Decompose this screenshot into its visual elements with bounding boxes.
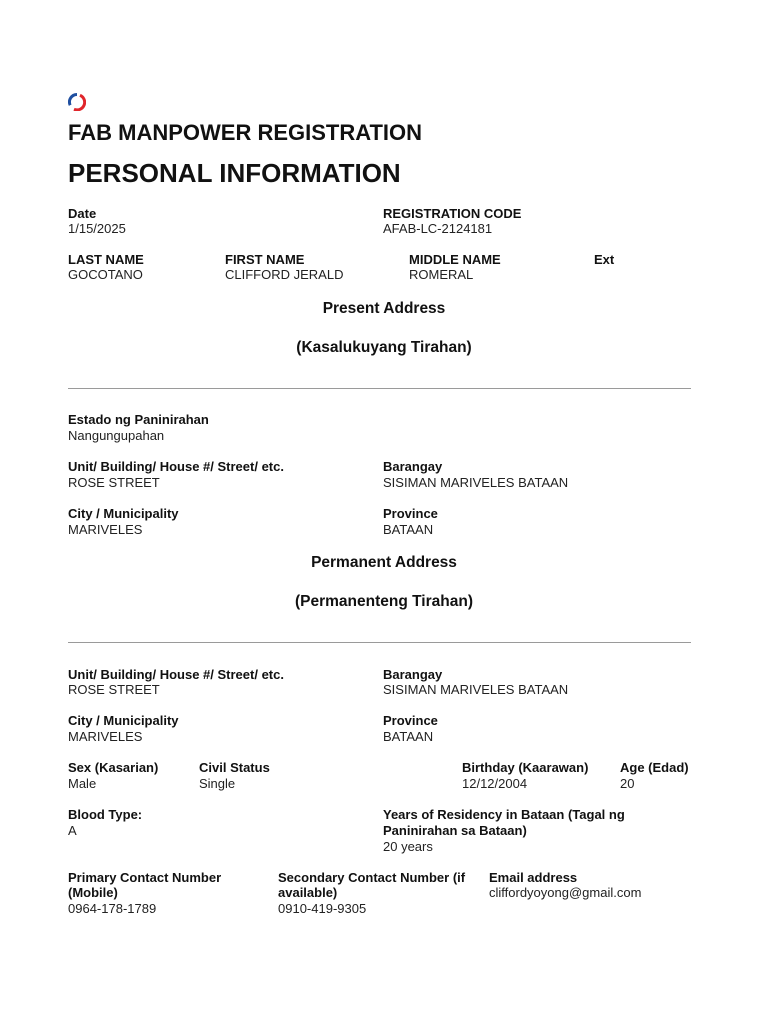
permanent-address-heading: Permanent Address <box>311 554 457 571</box>
permanent-barangay-label: Barangay <box>383 667 443 682</box>
sex-value: Male <box>68 776 97 791</box>
present-province-value: BATAAN <box>383 522 434 537</box>
birthday-value: 12/12/2004 <box>462 776 528 791</box>
ext-label: Ext <box>594 252 615 267</box>
logo-icon <box>68 93 86 111</box>
blood-type-value: A <box>68 823 77 838</box>
civil-status-value: Single <box>199 776 236 791</box>
present-address-heading: Present Address <box>322 300 446 317</box>
residence-status-value: Nangungupahan <box>68 428 165 443</box>
civil-status-label: Civil Status <box>199 760 270 775</box>
date-label: Date <box>68 206 97 221</box>
present-address-subheading: (Kasalukuyang Tirahan) <box>296 339 472 356</box>
present-street-value: ROSE STREET <box>68 475 160 490</box>
permanent-barangay-value: SISIMAN MARIVELES BATAAN <box>383 682 569 697</box>
present-barangay-label: Barangay <box>383 459 443 474</box>
birthday-label: Birthday (Kaarawan) <box>462 760 589 775</box>
present-barangay-value: SISIMAN MARIVELES BATAAN <box>383 475 569 490</box>
blood-type-label: Blood Type: <box>68 807 143 822</box>
secondary-contact-label: Secondary Contact Number (if <box>278 870 466 885</box>
secondary-contact-value: 0910-419-9305 <box>278 901 367 916</box>
date-value: 1/15/2025 <box>68 221 126 236</box>
first-name-label: FIRST NAME <box>225 252 305 267</box>
primary-contact-value: 0964-178-1789 <box>68 901 157 916</box>
secondary-contact-label-cont: available) <box>278 885 338 900</box>
age-label: Age (Edad) <box>620 760 689 775</box>
section-divider <box>68 388 691 389</box>
age-value: 20 <box>620 776 635 791</box>
section-divider <box>68 642 691 643</box>
email-label: Email address <box>489 870 578 885</box>
permanent-street-label: Unit/ Building/ House #/ Street/ etc. <box>68 667 284 682</box>
sex-label: Sex (Kasarian) <box>68 760 159 775</box>
middle-name-label: MIDDLE NAME <box>409 252 501 267</box>
registration-code-label: REGISTRATION CODE <box>383 206 522 221</box>
last-name-value: GOCOTANO <box>68 267 143 282</box>
first-name-value: CLIFFORD JERALD <box>225 267 344 282</box>
middle-name-value: ROMERAL <box>409 267 474 282</box>
permanent-city-value: MARIVELES <box>68 729 143 744</box>
present-street-label: Unit/ Building/ House #/ Street/ etc. <box>68 459 284 474</box>
present-province-label: Province <box>383 506 438 521</box>
form-title: FAB MANPOWER REGISTRATION <box>68 120 423 145</box>
residence-status-label: Estado ng Paninirahan <box>68 412 209 427</box>
permanent-province-label: Province <box>383 713 438 728</box>
residency-years-value: 20 years <box>383 839 433 854</box>
residency-years-label-cont: Paninirahan sa Bataan) <box>383 823 527 838</box>
permanent-address-subheading: (Permanenteng Tirahan) <box>294 593 473 610</box>
page-title: PERSONAL INFORMATION <box>68 158 401 188</box>
present-city-label: City / Municipality <box>68 506 179 521</box>
present-city-value: MARIVELES <box>68 522 143 537</box>
permanent-street-value: ROSE STREET <box>68 682 160 697</box>
primary-contact-label: Primary Contact Number <box>68 870 222 885</box>
residency-years-label: Years of Residency in Bataan (Tagal ng <box>383 807 625 822</box>
primary-contact-label-cont: (Mobile) <box>68 885 118 900</box>
registration-code-value: AFAB-LC-2124181 <box>383 221 493 236</box>
permanent-city-label: City / Municipality <box>68 713 179 728</box>
email-value: cliffordyoyong@gmail.com <box>489 885 642 900</box>
last-name-label: LAST NAME <box>68 252 144 267</box>
permanent-province-value: BATAAN <box>383 729 434 744</box>
